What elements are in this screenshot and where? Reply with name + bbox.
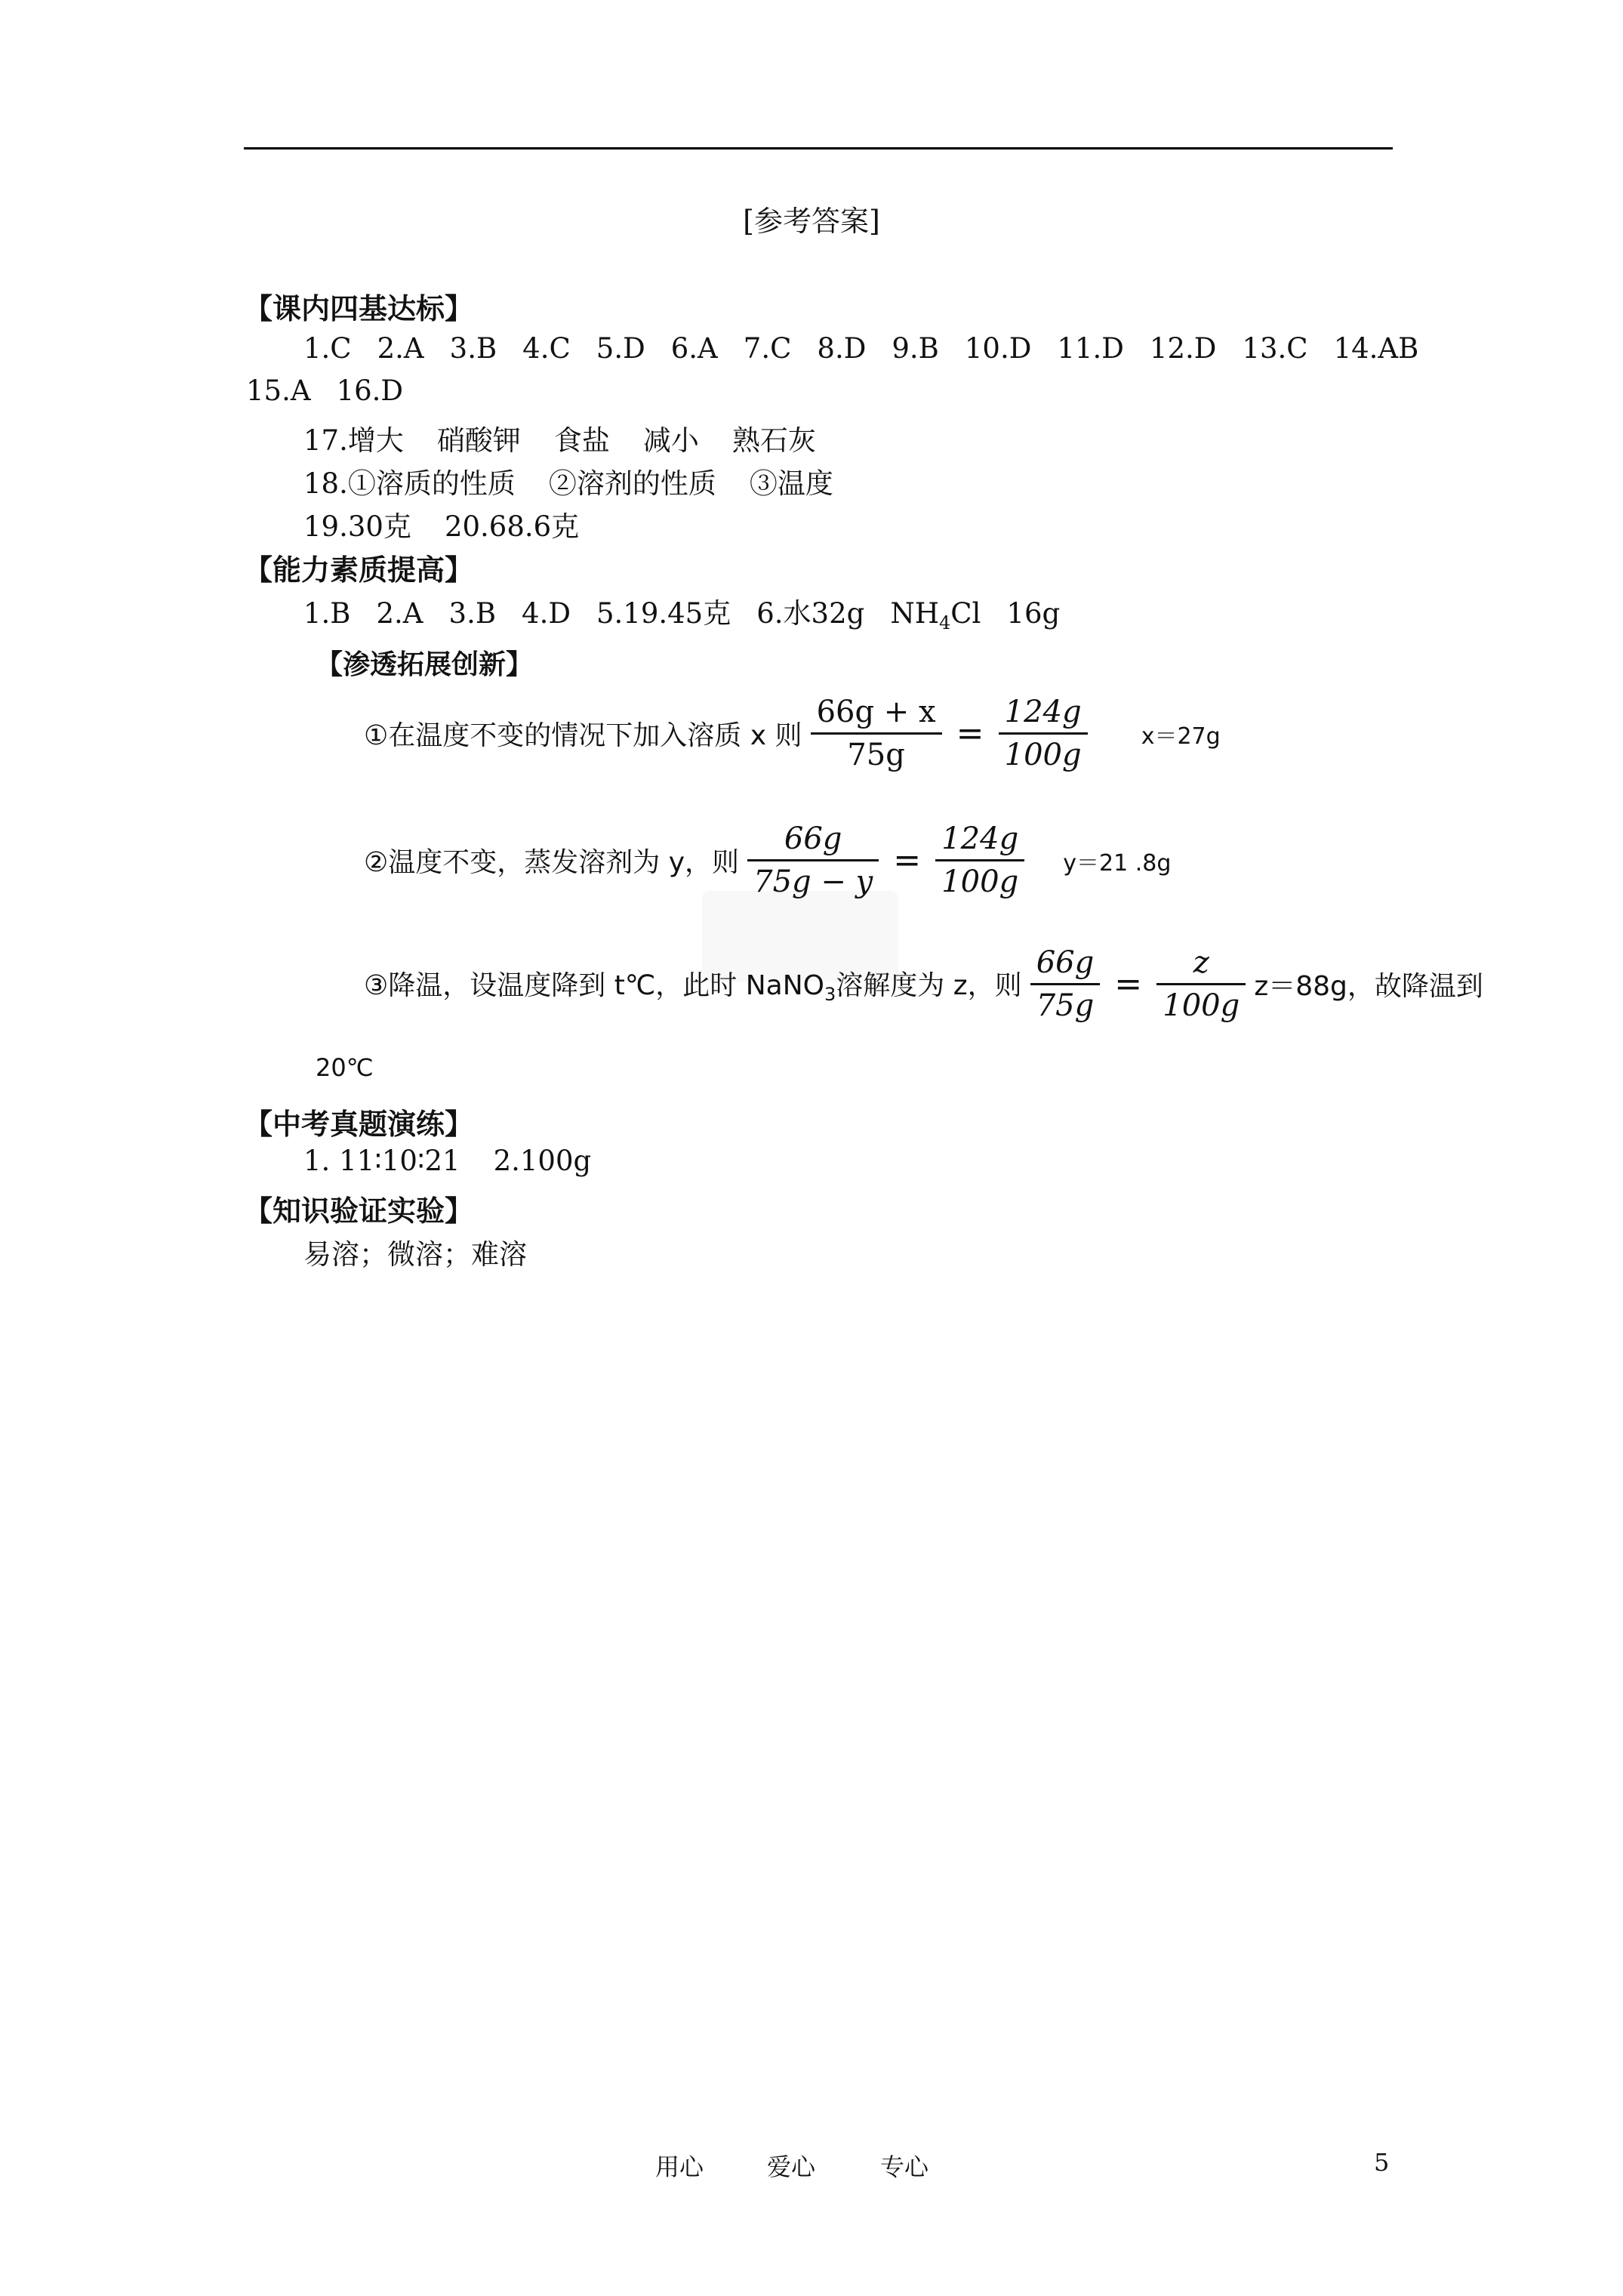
section-heading-extension: 【渗透拓展创新】 — [316, 649, 534, 680]
equation-1: ①在温度不变的情况下加入溶质 x 则 $\frac{66g + x}{75g}$ = $\frac{124g}{100g}$ x＝27g — [364, 695, 1221, 772]
answer-17 — [303, 418, 849, 458]
answer: 13.C — [1242, 332, 1308, 365]
equation-2: ②温度不变，蒸发溶剂为 y，则 $\frac{66g}{75g - y}$ = $\frac{124g}{100g}$ y＝21 .8g — [364, 821, 1172, 899]
answer-item: ③温度 — [749, 467, 833, 500]
answer-experiment: 易溶；微溶；难溶 — [303, 1238, 527, 1271]
answer: 5.19.45克 — [596, 597, 731, 630]
page-number: 5 — [1374, 2148, 1390, 2177]
answer: 4.C — [522, 332, 571, 365]
answer-item: 熟石灰 — [731, 424, 816, 457]
answer: 1.C — [303, 332, 352, 365]
answer: 2.A — [377, 332, 424, 365]
fraction: $\frac{66g}{75g}$ — [1030, 945, 1101, 1023]
page-title: [参考答案] — [743, 205, 880, 238]
answer: 4.D — [522, 597, 571, 630]
answer: 7.C — [743, 332, 792, 365]
answer: 16g — [1006, 597, 1061, 630]
section-heading-exam: 【中考真题演练】 — [244, 1108, 474, 1141]
equation-3-continuation: 20℃ — [316, 1053, 374, 1082]
footer-item: 用心 — [655, 2153, 704, 2181]
answers-exam — [303, 1145, 624, 1177]
answer: 1. 11∶10∶21 — [303, 1145, 460, 1177]
answer-item: 食盐 — [553, 424, 610, 457]
footer-item: 爱心 — [767, 2153, 816, 2181]
answer: 2.A — [376, 597, 423, 630]
answer: 14.AB — [1333, 332, 1419, 365]
answer: 16.D — [336, 374, 404, 407]
answer-item: 18.①溶质的性质 — [303, 467, 516, 500]
answer-item: 19.30克 — [303, 510, 411, 543]
section-heading-basic: 【课内四基达标】 — [244, 292, 474, 325]
answer: 3.B — [449, 332, 497, 365]
answer: 6.A — [670, 332, 718, 365]
section-heading-experiment: 【知识验证实验】 — [244, 1194, 474, 1228]
answer: 1.B — [303, 597, 351, 630]
fraction: $\frac{124g}{100g}$ — [999, 695, 1088, 772]
answer-18 — [303, 461, 867, 501]
nh4cl-formula: $NH_4Cl$ — [890, 597, 981, 633]
answer: 12.D — [1149, 332, 1217, 365]
answer-item: 硝酸钾 — [436, 424, 521, 457]
equation-text: ①在温度不变的情况下加入溶质 x 则 — [364, 720, 802, 751]
answer: 6.水32g — [756, 597, 865, 630]
fraction: $\frac{124g}{100g}$ — [935, 821, 1024, 899]
equation-result: x＝27g — [1141, 723, 1221, 750]
answer-item: ②溶剂的性质 — [548, 467, 716, 500]
answers-line-2 — [246, 374, 429, 407]
fraction: $\frac{66g}{75g - y}$ — [747, 821, 879, 899]
answer: 5.D — [596, 332, 645, 365]
answer: 9.B — [892, 332, 939, 365]
answers-line-1 — [303, 332, 1418, 365]
answer: 3.B — [448, 597, 497, 630]
answer: 15.A — [246, 374, 311, 407]
answers-ability — [303, 590, 1086, 633]
answer-19-20 — [303, 504, 612, 544]
section-heading-ability: 【能力素质提高】 — [244, 553, 474, 587]
answer-item: 17.增大 — [303, 424, 404, 457]
answer: 8.D — [817, 332, 867, 365]
footer-item: 专心 — [880, 2153, 929, 2181]
fraction: $\frac{z}{100g}$ — [1156, 945, 1246, 1023]
answer-item: 减小 — [642, 424, 699, 457]
header-rule — [244, 147, 1393, 149]
answer: 11.D — [1057, 332, 1124, 365]
equation-result: z＝88g，故降温到 — [1254, 971, 1483, 1002]
answer: 2.100g — [493, 1145, 592, 1177]
equation-3: ③降温，设温度降到 t℃，此时 NaNO$_3$溶解度为 z，则 $\frac{66g}{75g}$ = $\frac{z}{100g}$ z＝88g，故降温到 — [364, 945, 1483, 1023]
answer: 10.D — [964, 332, 1032, 365]
equation-text: ③降温，设温度降到 t℃，此时 NaNO$_3$溶解度为 z，则 — [364, 969, 1022, 1005]
equation-text: ②温度不变，蒸发溶剂为 y，则 — [364, 847, 740, 878]
fraction: $\frac{66g + x}{75g}$ — [811, 695, 942, 772]
answer-item: 20.68.6克 — [444, 510, 580, 543]
equation-result: y＝21 .8g — [1063, 849, 1172, 877]
